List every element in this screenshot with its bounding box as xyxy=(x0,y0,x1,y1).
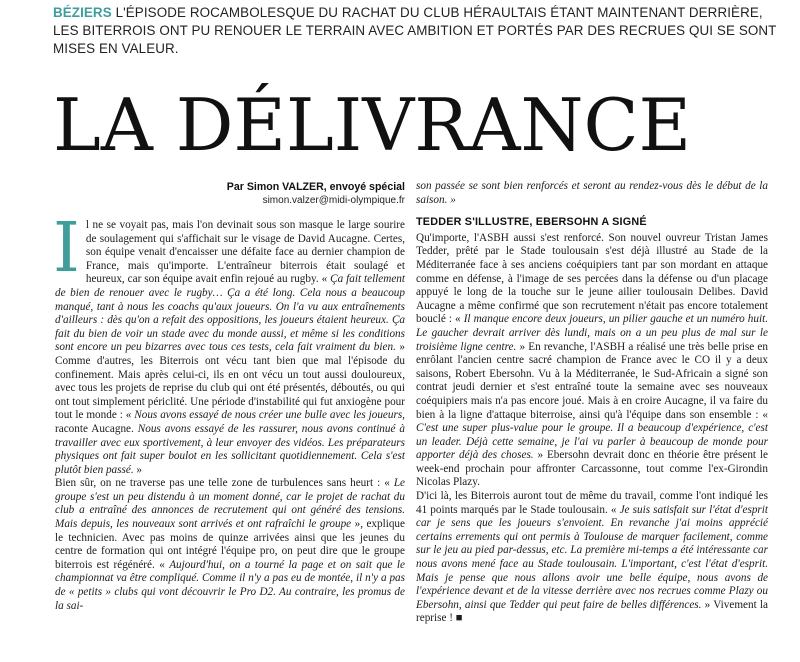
quote-run: C'est une super plus-value pour le groupe. Il a beaucoup d'expérience, c'est un leader. Déjà cette semaine, je l'ai vu parler à beaucoup de monde pour apporter déjà des choses. xyxy=(416,422,768,462)
article-column-2 xyxy=(416,180,768,626)
quote-run: Nous avons essayé de les rassurer, nous avons continué à travailler avec eux sportivement, à leur envoyer des vidéos. Les préparateurs physiques ont fait super boulot en les sollicitant quotidiennement. Cela s'est plutôt bien passé. xyxy=(55,422,406,476)
article-column-1 xyxy=(53,209,406,613)
text-run: », explique le technicien. Avec pas moins de quinze arrivées ainsi que les jeunes du centre de formation qui ont intégré l'équipe pro, on peut dire que le groupe biterrois est régénéré. « xyxy=(55,518,405,571)
text-run: » Ebersohn devrait donc en théorie être présent le week-end prochain pour affronter Carcassonne, tout comme l'ex-Girondin Nicolas Plazy. xyxy=(416,449,768,489)
text-run: l ne se voyait pas, mais l'on devinait sous son masque le large sourire de soulagement qui s'affichait sur le visage de David Aucagne. Certes, son équipe venait d'encaisser une défaite face au dernier champion de France, mais qu'importe. L'entraîneur biterrois était soulagé et heureux, car son équipe avait enfin rejoué au rugby. « xyxy=(85,219,405,286)
text-run: » Comme d'autres, les Biterrois ont vécu tant bien que mal l'épisode du confinement. Mais après celui-ci, ils en ont vécu un tout aussi douloureux, avec tous les projets de reprise du club qui ont été présentés, déboutés, ou qui ont tout simplement périclité. Une période d'instabilité qui fut anxiogène pour tout le monde : « xyxy=(55,341,406,422)
subheading: TEDDER S'ILLUSTRE, EBERSOHN A SIGNÉ xyxy=(416,216,647,229)
text-run: Bien sûr, on ne traverse pas une telle zone de turbulences sans heurt : « xyxy=(55,477,394,490)
quote-run: Le groupe s'est un peu distendu à un moment donné, car le projet de rachat du club a entraîné des annonces de recrutement qui ont généré des tensions. Mais depuis, les nouveaux sont arrivés et ont rafraîchi le groupe xyxy=(55,477,405,531)
text-run: D'ici là, les Biterrois auront tout de même du travail, comme l'ont indiqué les 41 points marqués par le Stade toulousain. « xyxy=(416,490,768,516)
quote-run: Ça fait tellement de bien de renouer avec le rugby… Ça a été long. Cela nous a beaucoup manqué, tant à nous les coachs qu'aux joueurs. On l'a vu aux entraînements d'ailleurs : dès qu'on a refait des oppositions, les joueurs étaient heureux. Ça fait du bien de voir un stade avec du monde aussi, et même si les conditions sont encore un peu bizarres avec tous ces tests, cela fait vraiment du bien. xyxy=(55,273,405,354)
kicker-tag: BÉZIERS xyxy=(53,5,112,20)
byline-email: simon.valzer@midi-olympique.fr xyxy=(262,195,405,206)
paragraph xyxy=(55,477,405,613)
headline: LA DÉLIVRANCE xyxy=(53,83,692,167)
continued-paragraph: son passée se sont bien renforcés et seront au rendez-vous dès le début de la saison. » xyxy=(416,180,768,206)
quote-run: Nous avons essayé de nous créer une bulle avec les joueurs, xyxy=(134,409,405,422)
paragraph xyxy=(416,490,768,626)
kicker-text: L'ÉPISODE ROCAMBOLESQUE DU RACHAT DU CLUB HÉRAULTAIS ÉTANT MAINTENANT DERRIÈRE, LES BITERROIS ONT PU RENOUER LE TERRAIN AVEC AMBITION ET PORTÉS PAR DES RECRUES QUI SE SONT MISES EN VALEUR. xyxy=(53,5,777,56)
quote-run: Il manque encore deux joueurs, un pilier gauche et un numéro huit. Le gaucher devrait arriver dès lundi, mais on a un peu plus de mal sur le troisième ligne centre. xyxy=(416,313,768,353)
quote-run: Aujourd'hui, on a tourné la page et on sait que le championnat va être compliqué. Comme il n'y a pas eu de montée, il n'y a pas de « petits » clubs qui vont découvrir le Pro D2. Au contraire, les promus de la sai- xyxy=(55,558,405,612)
byline xyxy=(160,180,405,208)
text-run: » Vivement la reprise ! ■ xyxy=(416,598,768,625)
text-run: » xyxy=(133,463,143,476)
text-run: » En revanche, l'ASBH a réalisé une très belle prise en enrôlant l'ancien centre sacré champion de France avec le CO il y a deux saisons, Robert Ebersohn. Vu à la Méditerranée, le Sud-Africain a signé son contrat jeudi dernier et s'est entraîné toute la semaine avec ses nouveaux coéquipiers mais n'a pas encore joué. Mais à en croire Aucagne, il va faire du bien à la ligne d'attaque biterroise, ainsi qu'à l'équipe dans son ensemble : « xyxy=(416,340,768,421)
kicker xyxy=(53,4,783,58)
text-run: raconte Aucagne. xyxy=(55,422,138,435)
paragraph xyxy=(53,209,406,477)
byline-name: Par Simon VALZER, envoyé spécial xyxy=(226,181,405,193)
quote-run: Je suis satisfait sur l'état d'esprit car je sens que les joueurs s'envoient. En revanche j'ai moins apprécié certains errements qui ont permis à Toulouse de marquer facilement, comme sur le jeu au pied par-dessus, etc. La première mi-temps a été intéressante car nous avons mené face au Stade toulousain. L'important, c'est l'état d'esprit. Mais je pense que nous allons avoir une belle équipe, nous avons de l'expérience devant et de la vitesse derrière avec nos recrues comme Plazy ou Ebersohn, ainsi que Tedder qui peut faire de belles différences. xyxy=(416,503,769,611)
paragraph xyxy=(416,232,768,490)
text-run: Qu'importe, l'ASBH aussi s'est renforcé. Son nouvel ouvreur Tristan James Tedder, prêté par le Stade toulousain s'est déjà illustré au Stade de la Méditerranée face à ses anciens coéquipiers tant par son mordant en attaque comme en défense, à l'image de ses percées dans la défense ou d'un placage appuyé le long de la touche sur le jeune ailier toulousain Delibes. David Aucagne a même confirmé que son recrutement n'était pas encore totalement bouclé : « xyxy=(416,231,768,326)
drop-cap: I xyxy=(53,209,80,288)
